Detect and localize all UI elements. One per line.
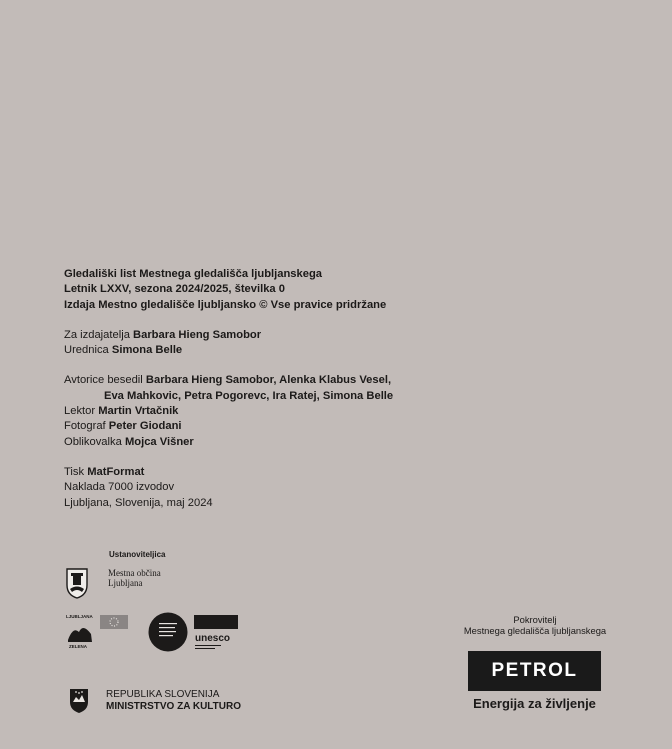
ministry-name: REPUBLIKA SLOVENIJA MINISTRSTVO ZA KULTURO [106,689,241,712]
publication-rights: Izdaja Mestno gledališče ljubljansko © Vse pravice pridržane [64,298,387,311]
founder-heading: Ustanoviteljica [109,550,166,559]
editor-credit: Urednica Simona Belle [64,344,183,357]
founder-name: Mestna občina Ljubljana [108,568,161,588]
proofreader-credit: Lektor Martin Vrtačnik [64,405,179,418]
ljubljana-green-logo [65,612,95,652]
eu-flag-icon [100,615,128,629]
photographer-credit: Fotograf Peter Giodani [64,420,182,433]
svg-text:unesco: unesco [195,633,231,644]
publication-title: Gledališki list Mestnega gledališča ljubljanskega [64,268,323,280]
petrol-slogan: Energija za življenje [473,696,596,711]
ljubljana-crest-icon [65,567,89,599]
print-credit: Tisk MatFormat [64,465,145,478]
print-run: Naklada 7000 izvodov [64,481,175,494]
colophon [64,267,393,511]
cities-of-literature-logo [148,612,188,652]
print-place-date: Ljubljana, Slovenija, maj 2024 [64,496,213,509]
unesco-logo [194,615,238,655]
svg-text:ZELENA: ZELENA [69,644,87,649]
svg-text:LJUBLJANA: LJUBLJANA [66,614,93,619]
petrol-logo: PETROL [468,651,601,691]
designer-credit: Oblikovalka Mojca Višner [64,435,194,448]
authors-credit: Avtorice besedil Barbara Hieng Samobor, Alenka Klabus Vesel, [64,374,392,387]
authors-credit-cont: Eva Mahkovic, Petra Pogorevc, Ira Ratej, Simona Belle [104,389,394,402]
publisher-credit: Za izdajatelja Barbara Hieng Samobor [64,328,262,341]
slovenia-crest-icon [69,688,89,714]
sponsor-label: Pokrovitelj Mestnega gledališča ljubljanskega [463,614,607,636]
publication-volume: Letnik LXXV, sezona 2024/2025, številka 0 [64,283,285,296]
